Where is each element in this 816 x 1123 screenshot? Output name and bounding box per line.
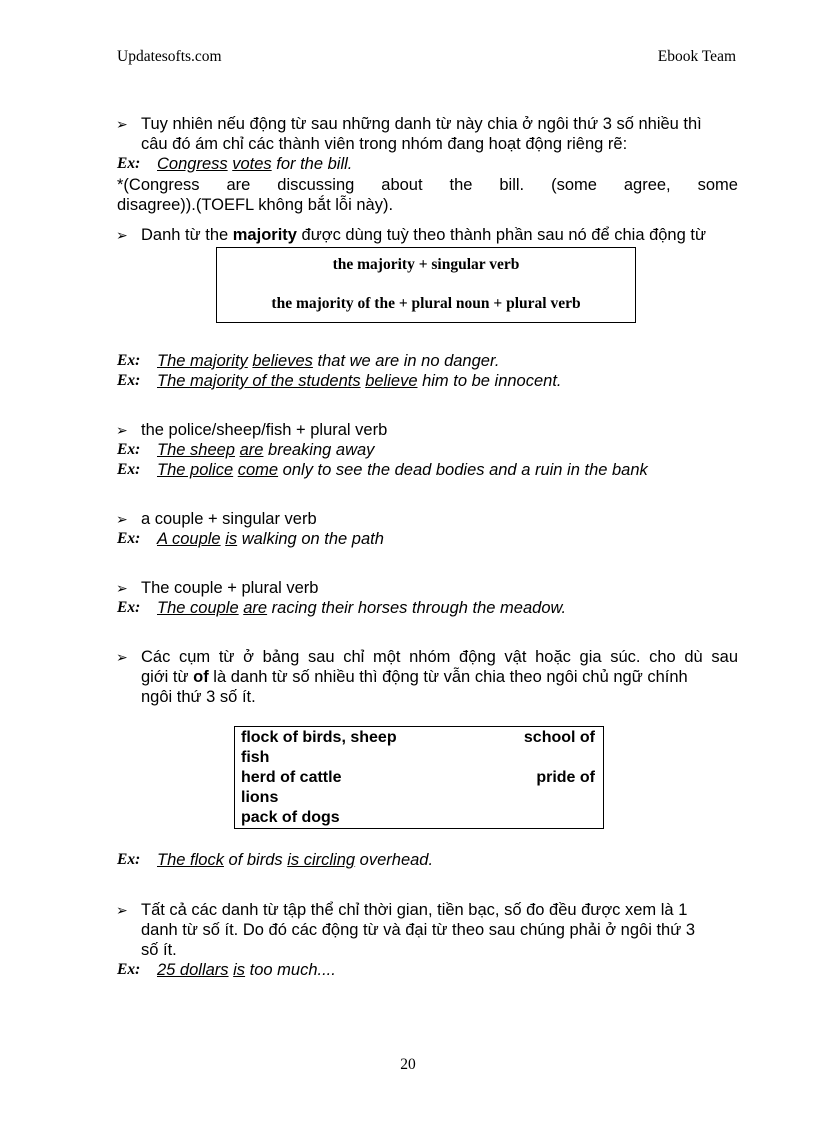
ex-subject: The flock: [157, 851, 224, 869]
header-site: Updatesofts.com: [117, 48, 222, 65]
ex-rest: only to see the dead bodies and a ruin in the bank: [278, 461, 648, 479]
ex-label: Ex:: [117, 155, 141, 172]
bullet-arrow-icon: ➢: [116, 422, 128, 438]
note-word: about: [381, 176, 423, 194]
s6-bold: of: [193, 668, 209, 686]
ex-verb: come: [237, 461, 279, 479]
table-cell: herd of cattle: [241, 769, 342, 786]
s2-line: [141, 225, 706, 245]
s4-bullet: a couple + singular verb: [141, 510, 317, 528]
table-cell: flock of birds, sheep: [241, 729, 397, 746]
rule-line-1: the majority + singular verb: [332, 256, 520, 273]
s6-pre: giới từ: [141, 668, 194, 686]
rule-line-2: the majority of the + plural noun + plural verb: [271, 295, 581, 312]
ex-label: Ex:: [117, 352, 141, 369]
ex-label: Ex:: [117, 461, 141, 478]
s7-example: [157, 960, 336, 980]
ex-subject: A couple: [157, 530, 221, 548]
ex-subject: The majority: [157, 352, 248, 370]
s5-bullet: The couple + plural verb: [141, 579, 319, 597]
s7-line1: Tất cả các danh từ tập thể chỉ thời gian, tiền bạc, số đo đều được xem là 1: [141, 901, 688, 919]
ex-verb: believes: [252, 352, 313, 370]
s7-line3: số ít.: [141, 941, 177, 959]
ex-subject: 25 dollars: [157, 961, 229, 979]
table-cell: fish: [241, 749, 270, 766]
s1-note-line2: disagree)).(TOEFL không bắt lỗi này).: [117, 196, 394, 214]
ex-label: Ex:: [117, 851, 141, 868]
note-word: bill.: [499, 176, 525, 194]
s2-pre: Danh từ the: [141, 226, 233, 244]
ex-rest: overhead.: [355, 851, 434, 869]
s6-post: là danh từ số nhiều thì động từ vẫn chia theo ngôi chủ ngữ chính: [208, 668, 688, 686]
ex-rest: for the bill.: [271, 155, 353, 173]
s7-line2: danh từ số ít. Do đó các động từ và đại từ theo sau chúng phải ở ngôi thứ 3: [141, 921, 696, 939]
s2-example-1: [157, 351, 499, 371]
bullet-arrow-icon: ➢: [116, 649, 128, 665]
bullet-arrow-icon: ➢: [116, 511, 128, 527]
s1-note-line1: [117, 175, 738, 195]
s1-line1: Tuy nhiên nếu động từ sau những danh từ này chia ở ngôi thứ 3 số nhiều thì: [141, 115, 702, 133]
ex-mid: of birds: [223, 851, 288, 869]
ex-verb: are: [243, 599, 268, 617]
note-word: the: [449, 176, 473, 194]
s3-bullet: the police/sheep/fish + plural verb: [141, 421, 388, 439]
header-team: Ebook Team: [657, 48, 736, 65]
table-cell: school of: [523, 729, 595, 746]
s5-example: [157, 598, 566, 618]
note-word: discussing: [277, 176, 355, 194]
table-cell: lions: [241, 789, 279, 806]
ex-rest: too much....: [245, 961, 336, 979]
ex-rest: breaking away: [263, 441, 375, 459]
table-cell: pride of: [536, 769, 595, 786]
ex-rest: him to be innocent.: [417, 372, 562, 390]
s2-example-2: [157, 371, 562, 391]
ex-rest: that we are in no danger.: [312, 352, 500, 370]
ex-verb: is circling: [287, 851, 356, 869]
ex-subject: The police: [157, 461, 234, 479]
ex-subject: The majority of the students: [157, 372, 361, 390]
s3-example-2: [157, 460, 648, 480]
ex-rest: walking on the path: [237, 530, 384, 548]
note-word: are: [226, 176, 251, 194]
ex-label: Ex:: [117, 530, 141, 547]
bullet-arrow-icon: ➢: [116, 902, 128, 918]
s2-post: được dùng tuỳ theo thành phần sau nó để chia động từ: [296, 226, 706, 244]
page-number: 20: [400, 1056, 416, 1073]
ex-subject: Congress: [157, 155, 228, 173]
group-nouns-table: [234, 726, 604, 829]
ex-label: Ex:: [117, 599, 141, 616]
rule-box: [216, 247, 636, 323]
s3-example-1: [157, 440, 374, 460]
bullet-arrow-icon: ➢: [116, 580, 128, 596]
ex-label: Ex:: [117, 961, 141, 978]
note-word: agree,: [623, 176, 671, 194]
s4-example: [157, 529, 384, 549]
ex-verb: votes: [232, 155, 272, 173]
ex-subject: The sheep: [157, 441, 235, 459]
ex-label: Ex:: [117, 372, 141, 389]
s6-line2: [141, 667, 688, 687]
s6-example: [157, 850, 433, 870]
ex-subject: The couple: [157, 599, 239, 617]
note-word: some: [697, 176, 738, 194]
s1-example: [157, 154, 352, 174]
ex-verb: are: [239, 441, 264, 459]
bullet-arrow-icon: ➢: [116, 116, 128, 132]
s6-line1: Các cụm từ ở bảng sau chỉ một nhóm động vật hoặc gia súc. cho dù sau: [141, 648, 738, 666]
s2-bold: majority: [232, 226, 297, 244]
table-cell: pack of dogs: [241, 809, 340, 826]
ex-label: Ex:: [117, 441, 141, 458]
note-word: (some: [551, 176, 597, 194]
s6-line3: ngôi thứ 3 số ít.: [141, 688, 256, 706]
ex-verb: is: [225, 530, 238, 548]
bullet-arrow-icon: ➢: [116, 227, 128, 243]
ex-verb: believe: [365, 372, 418, 390]
note-word: *(Congress: [117, 176, 200, 194]
ex-rest: racing their horses through the meadow.: [267, 599, 567, 617]
s1-line2: câu đó ám chỉ các thành viên trong nhóm đang hoạt động riêng rẽ:: [141, 135, 628, 153]
ex-verb: is: [233, 961, 246, 979]
